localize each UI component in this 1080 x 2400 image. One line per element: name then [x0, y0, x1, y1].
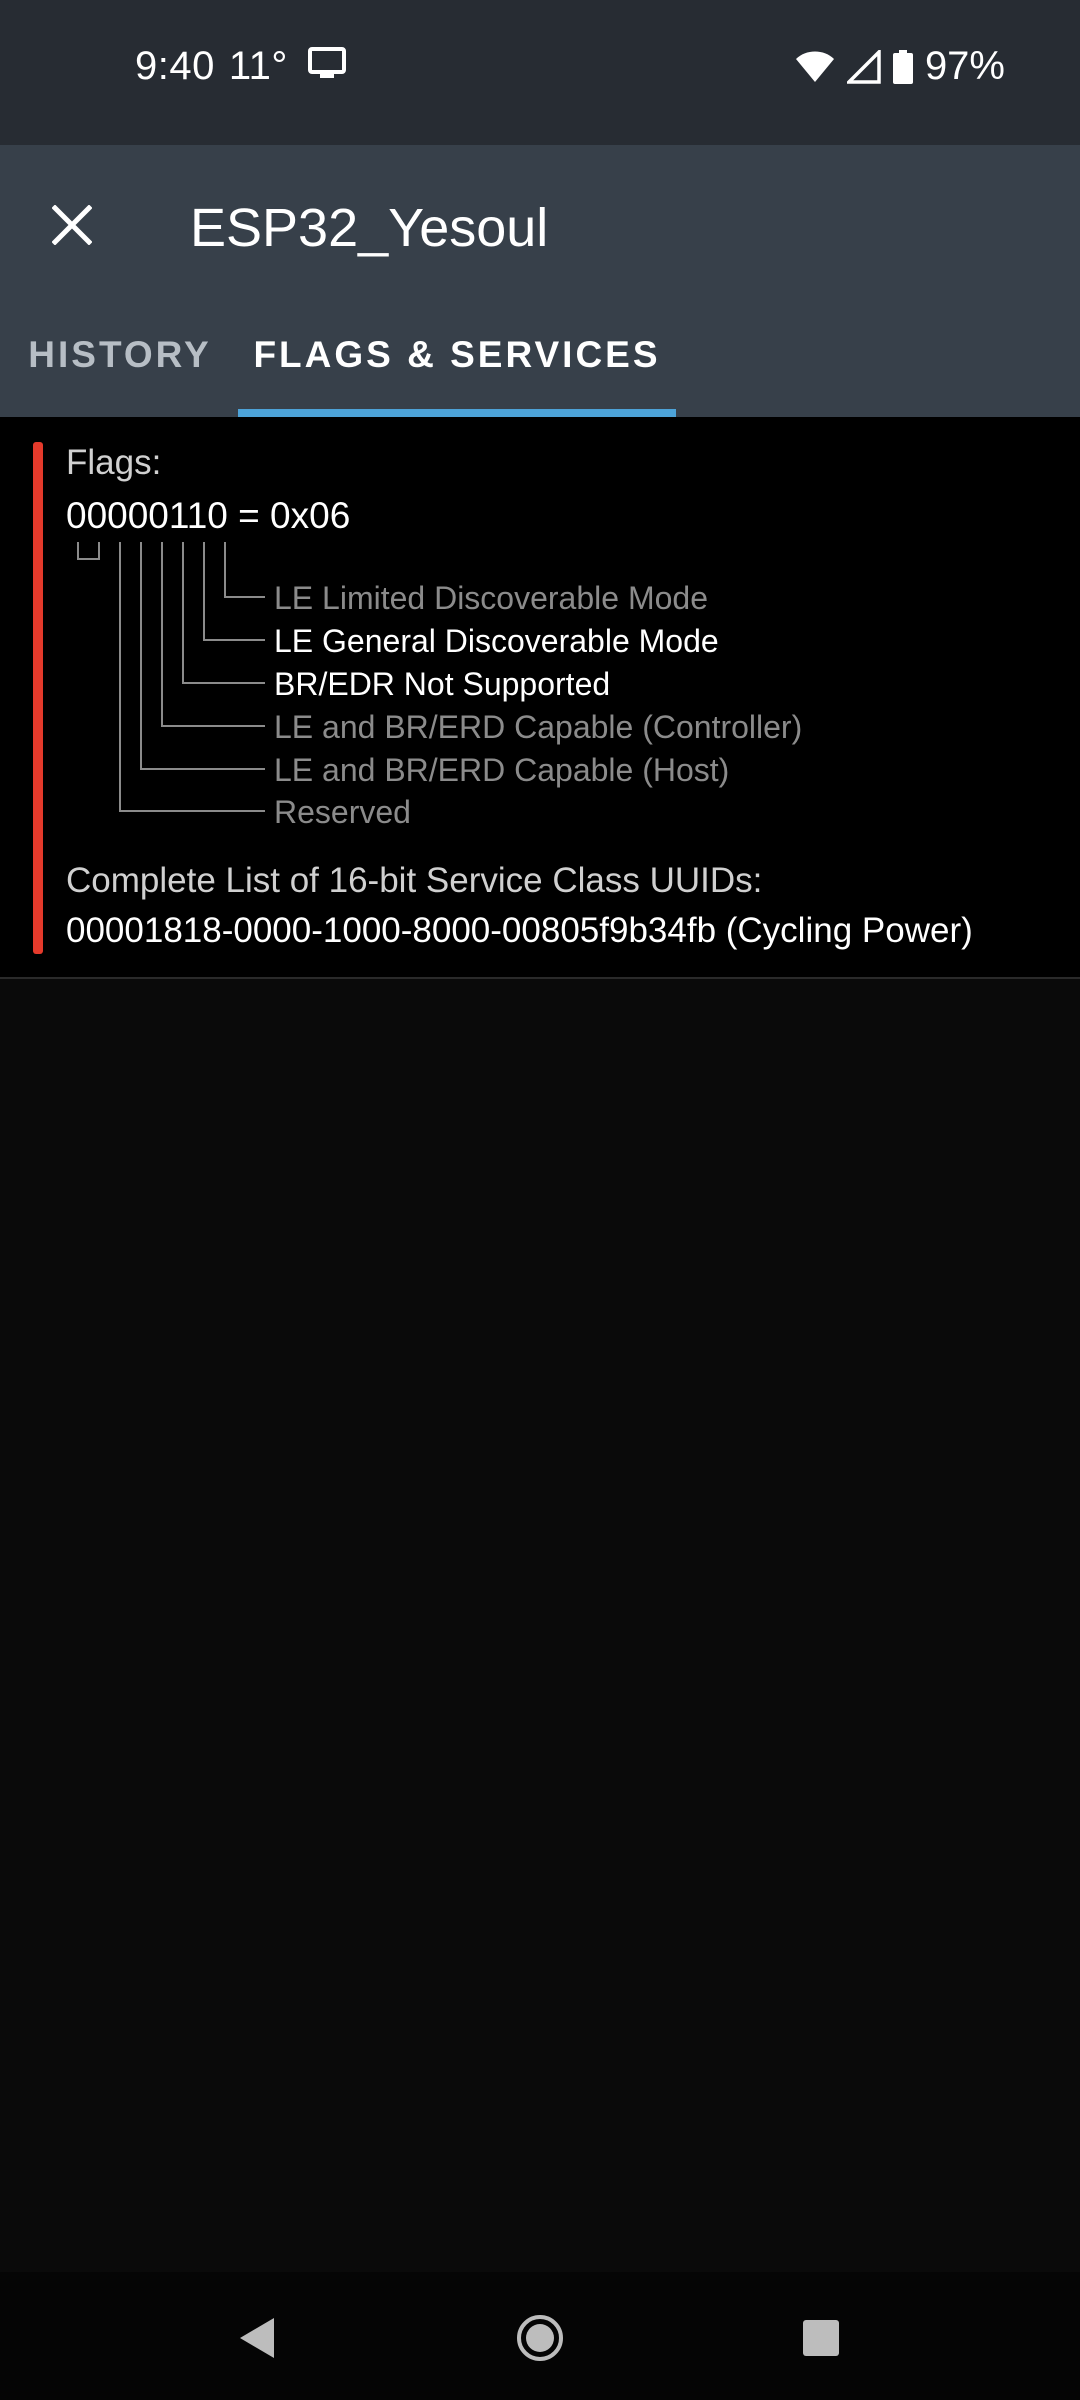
status-bar — [0, 0, 1080, 145]
status-right — [795, 44, 1005, 89]
flag-le-limited-discoverable: LE Limited Discoverable Mode — [274, 580, 708, 616]
home-icon — [516, 2314, 564, 2367]
flag-le-br-erd-controller: LE and BR/ERD Capable (Controller) — [274, 709, 803, 745]
home-button[interactable] — [500, 2300, 580, 2380]
flag-reserved: Reserved — [274, 794, 411, 830]
signal-icon — [847, 50, 881, 84]
tab-selected-indicator — [238, 409, 676, 417]
flag-le-general-discoverable: LE General Discoverable Mode — [274, 623, 719, 659]
flags-label: Flags: — [66, 443, 162, 482]
flag-le-br-erd-host: LE and BR/ERD Capable (Host) — [274, 752, 730, 788]
cast-icon — [308, 44, 346, 89]
advertising-record[interactable] — [0, 417, 1080, 979]
page-title: ESP32_Yesoul — [190, 198, 549, 258]
system-nav-bar — [0, 2272, 1080, 2400]
tab-bar — [0, 293, 1080, 417]
close-button[interactable] — [30, 185, 114, 269]
services-value: 00001818-0000-1000-8000-00805f9b34fb (Cycling Power) — [66, 911, 973, 950]
status-temperature: 11° — [228, 44, 288, 88]
status-time: 9:40 — [135, 44, 215, 88]
tab-history[interactable]: HISTORY — [28, 334, 212, 375]
close-icon — [52, 205, 92, 250]
services-label: Complete List of 16-bit Service Class UUIDs: — [66, 861, 763, 900]
recents-button[interactable] — [781, 2300, 861, 2380]
recents-icon — [801, 2318, 841, 2363]
flag-br-edr-not-supported: BR/EDR Not Supported — [274, 666, 611, 702]
status-left — [135, 44, 346, 89]
wifi-icon — [795, 50, 835, 84]
flags-value: 00000110 = 0x06 — [66, 495, 351, 536]
back-icon — [236, 2316, 276, 2365]
battery-icon — [893, 50, 913, 84]
app-bar — [0, 145, 1080, 417]
tab-flags-services[interactable]: FLAGS & SERVICES — [253, 334, 661, 375]
battery-percent: 97% — [924, 44, 1005, 88]
back-button[interactable] — [216, 2300, 296, 2380]
